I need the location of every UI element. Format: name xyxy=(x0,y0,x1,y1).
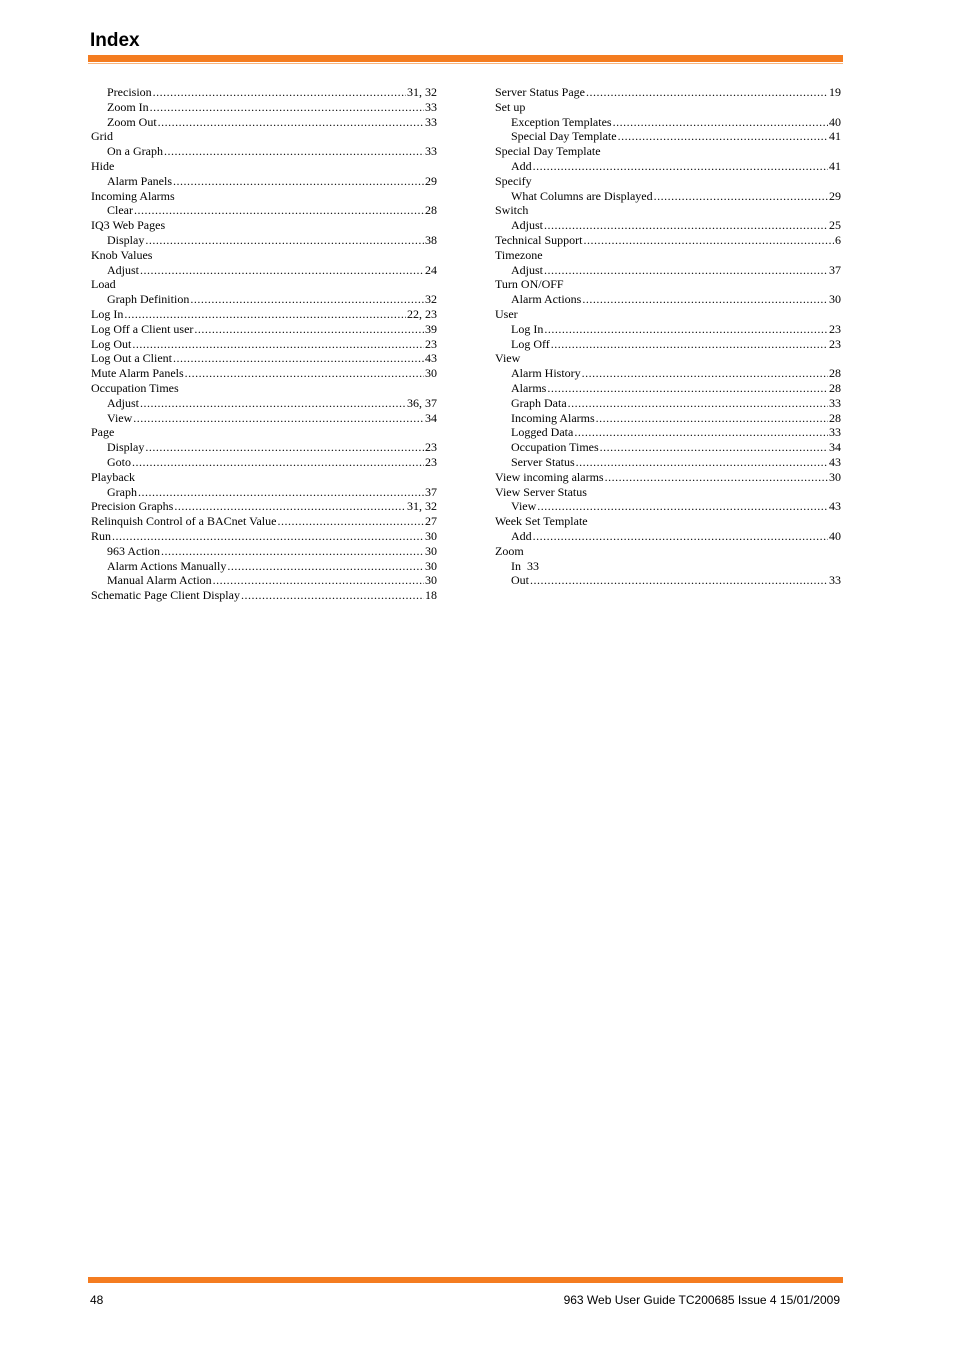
index-entry xyxy=(495,514,841,529)
dot-leader xyxy=(596,411,828,426)
index-page-ref[interactable]: 32 xyxy=(425,292,437,307)
dot-leader xyxy=(132,455,424,470)
dot-leader xyxy=(134,203,424,218)
index-term: Graph xyxy=(107,484,137,499)
index-term: Server Status xyxy=(511,454,575,469)
index-term: Add xyxy=(511,528,532,543)
index-page-ref[interactable]: 23 xyxy=(425,454,437,469)
dot-leader xyxy=(173,351,424,366)
index-term: Log Out a Client xyxy=(91,351,172,366)
index-entry xyxy=(91,159,437,174)
index-term: Alarm Actions Manually xyxy=(107,558,227,573)
index-term: Log Off a Client user xyxy=(91,321,194,336)
index-page-ref[interactable]: 23 xyxy=(829,321,841,336)
index-subentry xyxy=(91,544,437,559)
dot-leader xyxy=(576,455,828,470)
index-term: Log In xyxy=(91,306,124,321)
index-entry xyxy=(91,337,437,352)
index-subentry xyxy=(91,100,437,115)
index-term: Goto xyxy=(107,454,131,469)
dot-leader xyxy=(568,396,828,411)
index-term: Switch xyxy=(495,203,529,218)
index-page-ref[interactable]: 39 xyxy=(425,321,437,336)
index-subentry xyxy=(495,499,841,514)
index-entry xyxy=(495,470,841,485)
dot-leader xyxy=(138,485,424,500)
dot-leader xyxy=(190,292,424,307)
index-page-ref[interactable]: 28 xyxy=(829,410,841,425)
header-rule-thin xyxy=(88,63,843,64)
index-page-ref[interactable]: 22, 23 xyxy=(407,306,437,321)
index-subentry xyxy=(495,425,841,440)
dot-leader xyxy=(161,544,424,559)
index-term: Alarm History xyxy=(511,366,581,381)
dot-leader xyxy=(124,307,406,322)
index-subentry xyxy=(91,559,437,574)
index-page-ref[interactable]: 28 xyxy=(425,203,437,218)
index-page-ref[interactable]: 30 xyxy=(425,528,437,543)
dot-leader xyxy=(112,529,424,544)
index-term: Adjust xyxy=(107,262,140,277)
index-page-ref[interactable]: 27 xyxy=(425,514,437,529)
index-term: 963 Action xyxy=(107,543,160,558)
index-subentry xyxy=(495,411,841,426)
index-term: User xyxy=(495,306,518,321)
index-term: Timezone xyxy=(495,247,543,262)
index-term: Server Status Page xyxy=(495,85,585,99)
dot-leader xyxy=(145,440,424,455)
index-entry xyxy=(495,485,841,500)
index-subentry xyxy=(91,203,437,218)
dot-leader xyxy=(600,440,828,455)
index-entry xyxy=(91,514,437,529)
dot-leader xyxy=(544,322,828,337)
index-subentry xyxy=(495,440,841,455)
index-page-ref[interactable]: 36, 37 xyxy=(407,395,437,410)
index-term: View xyxy=(107,410,133,425)
dot-leader xyxy=(173,174,424,189)
index-entry xyxy=(495,351,841,366)
index-term: Special Day Template xyxy=(511,129,617,144)
index-term: Graph Data xyxy=(511,395,567,410)
index-page-ref[interactable]: 25 xyxy=(829,218,841,233)
index-term: View incoming alarms xyxy=(495,469,604,484)
index-term: Occupation Times xyxy=(91,380,179,395)
index-page-ref[interactable]: 34 xyxy=(425,410,437,425)
dot-leader xyxy=(583,233,834,248)
index-entry xyxy=(91,588,437,603)
index-entry xyxy=(91,129,437,144)
index-term: Occupation Times xyxy=(511,440,599,455)
index-term: View Server Status xyxy=(495,484,587,499)
index-entry xyxy=(495,277,841,292)
index-term: Hide xyxy=(91,158,115,173)
index-page-ref[interactable]: 23 xyxy=(425,440,437,455)
dot-leader xyxy=(153,85,406,100)
index-term: Mute Alarm Panels xyxy=(91,366,184,381)
index-subentry xyxy=(91,573,437,588)
dot-leader xyxy=(158,115,424,130)
index-term: Log Out xyxy=(91,336,132,351)
index-page-ref[interactable]: 29 xyxy=(425,173,437,188)
index-term: Page xyxy=(91,425,115,440)
index-subentry xyxy=(91,485,437,500)
index-page-ref[interactable]: 24 xyxy=(425,262,437,277)
dot-leader xyxy=(133,411,424,426)
index-term: Incoming Alarms xyxy=(91,188,175,203)
index-term: Load xyxy=(91,277,116,292)
index-entry xyxy=(495,544,841,559)
index-entry xyxy=(495,85,841,100)
index-subentry xyxy=(91,292,437,307)
index-entry xyxy=(91,218,437,233)
index-term: Relinquish Control of a BACnet Value xyxy=(91,514,277,529)
index-page-ref[interactable]: 28 xyxy=(829,380,841,395)
index-term: Out xyxy=(511,573,529,588)
index-term: Display xyxy=(107,232,145,247)
index-entry xyxy=(91,366,437,381)
dot-leader xyxy=(605,470,828,485)
index-term: Week Set Template xyxy=(495,514,588,529)
index-subentry xyxy=(91,115,437,130)
index-page-ref[interactable]: 43 xyxy=(829,499,841,514)
dot-leader xyxy=(586,85,828,100)
index-subentry xyxy=(495,381,841,396)
index-subentry xyxy=(91,144,437,159)
index-page-ref[interactable]: 33 xyxy=(829,573,841,588)
index-subentry xyxy=(495,292,841,307)
dot-leader xyxy=(132,337,424,352)
index-subentry xyxy=(495,529,841,544)
index-subentry xyxy=(91,263,437,278)
dot-leader xyxy=(174,499,406,514)
index-term: Incoming Alarms xyxy=(511,410,595,425)
index-subentry xyxy=(91,174,437,189)
index-page-ref[interactable]: 38 xyxy=(425,232,437,247)
document-info: 963 Web User Guide TC200685 Issue 4 15/01/2009 xyxy=(563,1293,840,1307)
index-term: Zoom In xyxy=(107,99,149,114)
index-entry xyxy=(91,351,437,366)
index-term: Knob Values xyxy=(91,247,153,262)
dot-leader xyxy=(164,144,424,159)
index-term: On a Graph xyxy=(107,144,163,159)
dot-leader xyxy=(544,263,828,278)
index-subentry xyxy=(495,573,841,588)
index-subentry xyxy=(495,396,841,411)
index-term: Schematic Page Client Display xyxy=(91,588,240,603)
dot-leader xyxy=(241,588,424,603)
index-column-right xyxy=(495,85,841,588)
index-page-ref[interactable]: 34 xyxy=(829,440,841,455)
dot-leader xyxy=(533,529,828,544)
dot-leader xyxy=(537,499,828,514)
index-entry xyxy=(91,499,437,514)
dot-leader xyxy=(140,396,406,411)
index-term: Precision Graphs xyxy=(91,499,174,514)
index-subentry xyxy=(495,159,841,174)
index-page-ref[interactable]: 30 xyxy=(425,543,437,558)
index-page-ref[interactable]: 30 xyxy=(425,573,437,588)
header-rule xyxy=(88,55,843,62)
index-subentry xyxy=(91,396,437,411)
index-term: Adjust xyxy=(107,395,140,410)
index-page-ref[interactable]: 30 xyxy=(425,558,437,573)
footer-rule xyxy=(88,1277,843,1283)
dot-leader xyxy=(530,573,828,588)
index-subentry xyxy=(495,263,841,278)
index-term: Zoom Out xyxy=(107,114,157,129)
index-term: Log Off xyxy=(511,336,550,351)
index-subentry xyxy=(495,218,841,233)
index-entry xyxy=(91,322,437,337)
index-term: View xyxy=(495,351,521,366)
index-page-ref[interactable]: 33 xyxy=(425,114,437,129)
index-entry xyxy=(495,100,841,115)
index-page-ref[interactable]: 29 xyxy=(829,188,841,203)
index-term: Alarm Actions xyxy=(511,292,582,307)
index-term: Log In xyxy=(511,321,544,336)
index-term: Technical Support xyxy=(495,232,583,247)
index-subentry xyxy=(495,366,841,381)
dot-leader xyxy=(194,322,424,337)
index-entry xyxy=(91,529,437,544)
index-entry xyxy=(91,470,437,485)
index-page-ref[interactable]: 30 xyxy=(829,292,841,307)
dot-leader xyxy=(277,514,424,529)
index-subentry xyxy=(91,411,437,426)
dot-leader xyxy=(544,218,828,233)
index-page-ref[interactable]: 43 xyxy=(829,454,841,469)
dot-leader xyxy=(533,159,828,174)
index-term: Manual Alarm Action xyxy=(107,573,212,588)
index-page-ref[interactable]: 41 xyxy=(829,129,841,144)
index-entry xyxy=(495,233,841,248)
page-title: Index xyxy=(90,30,140,51)
index-entry xyxy=(91,381,437,396)
dot-leader xyxy=(582,292,828,307)
index-page-ref[interactable]: 19 xyxy=(829,85,841,99)
index-page-ref[interactable]: 33 xyxy=(829,425,841,440)
index-subentry xyxy=(495,455,841,470)
index-page-ref[interactable]: 31, 32 xyxy=(407,499,437,514)
dot-leader xyxy=(654,189,828,204)
index-term: Display xyxy=(107,440,145,455)
index-page-ref[interactable]: 37 xyxy=(425,484,437,499)
index-page-ref[interactable]: 43 xyxy=(425,351,437,366)
index-term: View xyxy=(511,499,537,514)
index-subentry xyxy=(91,440,437,455)
index-page-ref[interactable]: 30 xyxy=(829,469,841,484)
index-subentry xyxy=(495,322,841,337)
dot-leader xyxy=(618,129,828,144)
dot-leader xyxy=(613,115,828,130)
index-entry xyxy=(495,174,841,189)
index-entry xyxy=(91,189,437,204)
index-term: Exception Templates xyxy=(511,114,612,129)
index-entry xyxy=(91,248,437,263)
index-entry xyxy=(91,277,437,292)
index-term: Graph Definition xyxy=(107,292,190,307)
index-term: Adjust xyxy=(511,218,544,233)
index-page-ref[interactable]: 41 xyxy=(829,158,841,173)
dot-leader xyxy=(227,559,424,574)
index-term: Precision xyxy=(107,85,152,99)
index-page-ref[interactable]: 18 xyxy=(425,588,437,603)
index-term: Run xyxy=(91,528,112,543)
index-term: Add xyxy=(511,158,532,173)
index-term: Clear xyxy=(107,203,133,218)
index-page-ref[interactable]: 6 xyxy=(835,232,841,247)
index-page-ref[interactable]: 23 xyxy=(425,336,437,351)
index-term: What Columns are Displayed xyxy=(511,188,653,203)
index-term: Grid xyxy=(91,129,113,144)
index-term: Set up xyxy=(495,99,526,114)
index-page-ref[interactable]: 23 xyxy=(829,336,841,351)
dot-leader xyxy=(140,263,424,278)
index-subentry xyxy=(495,189,841,204)
index-entry xyxy=(495,307,841,322)
index-term: Special Day Template xyxy=(495,144,601,159)
page-number: 48 xyxy=(90,1293,104,1307)
dot-leader xyxy=(574,425,828,440)
index-entry xyxy=(91,307,437,322)
index-subentry xyxy=(91,455,437,470)
index-subentry xyxy=(91,85,437,100)
index-term: In xyxy=(511,558,521,573)
index-page-ref[interactable]: 28 xyxy=(829,366,841,381)
dot-leader xyxy=(582,366,828,381)
index-term: Logged Data xyxy=(511,425,574,440)
index-term: Playback xyxy=(91,469,135,484)
index-term: Adjust xyxy=(511,262,544,277)
index-term: IQ3 Web Pages xyxy=(91,218,166,233)
index-term: Alarm Panels xyxy=(107,173,172,188)
index-entry xyxy=(495,144,841,159)
index-page-ref[interactable]: 33 xyxy=(527,558,539,573)
dot-leader xyxy=(150,100,424,115)
index-page-ref[interactable]: 33 xyxy=(425,99,437,114)
index-subentry xyxy=(495,129,841,144)
index-entry xyxy=(91,425,437,440)
index-subentry xyxy=(495,337,841,352)
index-column-left xyxy=(91,85,437,603)
index-term: Zoom xyxy=(495,543,524,558)
index-page-ref[interactable]: 37 xyxy=(829,262,841,277)
dot-leader xyxy=(145,233,424,248)
index-page-ref[interactable]: 40 xyxy=(829,528,841,543)
index-term: Turn ON/OFF xyxy=(495,277,564,292)
index-subentry xyxy=(495,559,841,574)
index-term: Alarms xyxy=(511,380,547,395)
dot-leader xyxy=(551,337,828,352)
dot-leader xyxy=(213,573,424,588)
dot-leader xyxy=(185,366,424,381)
index-entry xyxy=(495,248,841,263)
dot-leader xyxy=(547,381,828,396)
index-subentry xyxy=(91,233,437,248)
index-page-ref[interactable]: 30 xyxy=(425,366,437,381)
index-term: Specify xyxy=(495,173,532,188)
index-page-ref[interactable]: 40 xyxy=(829,114,841,129)
index-entry xyxy=(495,203,841,218)
index-page-ref[interactable]: 33 xyxy=(425,144,437,159)
index-page-ref[interactable]: 33 xyxy=(829,395,841,410)
index-subentry xyxy=(495,115,841,130)
index-page-ref[interactable]: 31, 32 xyxy=(407,85,437,99)
